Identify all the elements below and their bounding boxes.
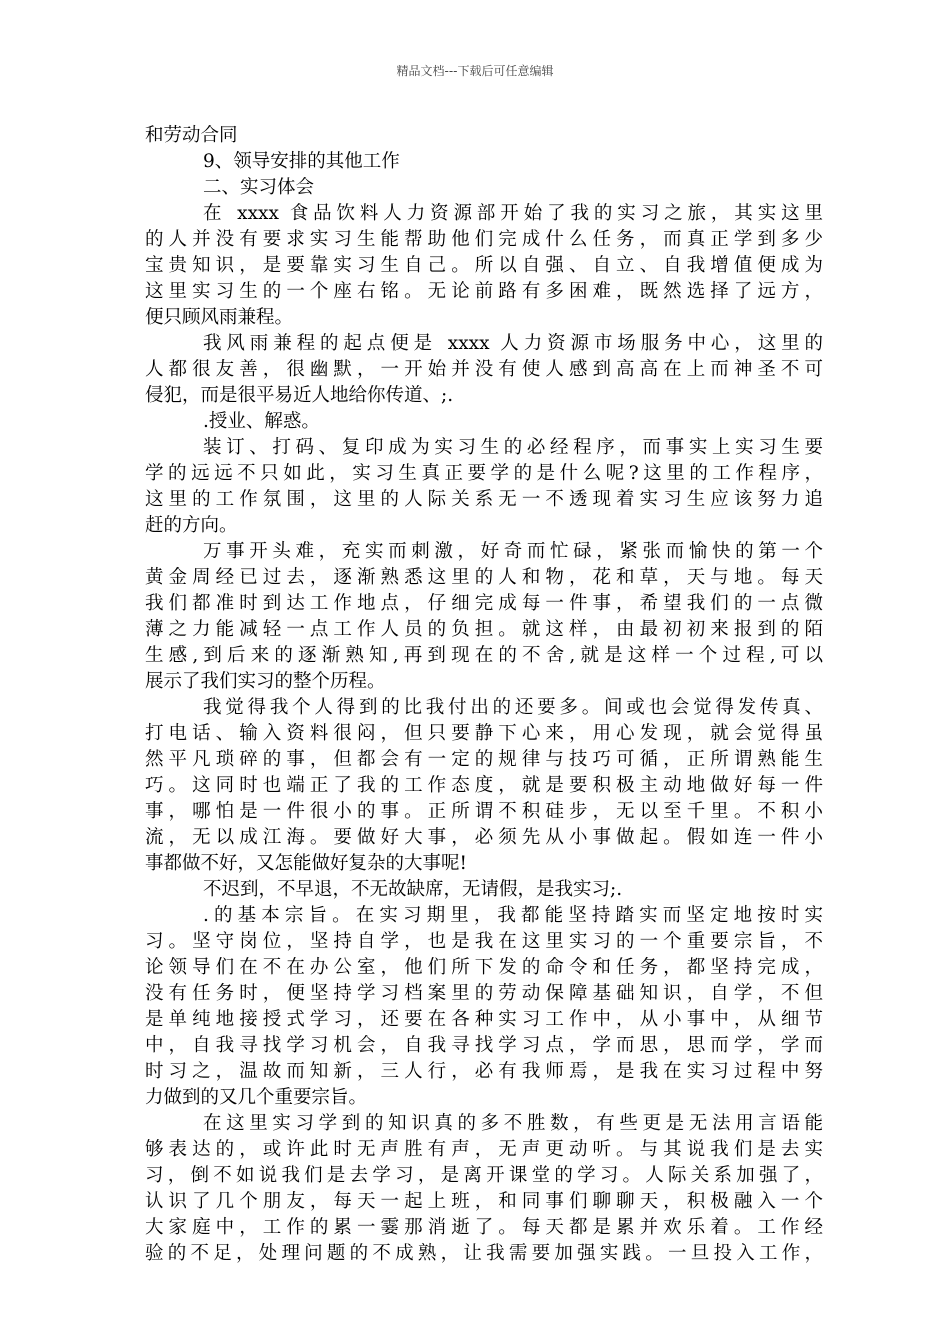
- text-line: 黄金周经已过去，逐渐熟悉这里的人和物，花和草，天与地。每天: [145, 567, 823, 588]
- text-line: 我们都准时到达工作地点，仔细完成每一件事，希望我们的一点微: [145, 593, 823, 614]
- page-header: 精品文档---下载后可任意编辑: [396, 64, 554, 78]
- text-line: 的人并没有要求实习生能帮助他们完成什么任务，而真正学到多少: [145, 229, 823, 250]
- text-line: 不迟到，不早退，不无故缺席，无请假，是我实习;.: [203, 879, 623, 900]
- text-line: 论领导们在不在办公室，他们所下发的命令和任务，都坚持完成，: [145, 957, 823, 978]
- text-line: 事，哪怕是一件很小的事。正所谓不积硅步，无以至千里。不积小: [145, 801, 823, 822]
- document-body: [145, 123, 823, 1267]
- text-line: 巧。这同时也端正了我的工作态度，就是要积极主动地做好每一件: [145, 775, 823, 796]
- text-line: 流，无以成江海。要做好大事，必须先从小事做起。假如连一件小: [145, 827, 823, 848]
- text-line: 这里的工作氛围，这里的人际关系无一不透现着实习生应该努力追: [145, 489, 823, 510]
- text-line: 我风雨兼程的起点便是 xxxx 人力资源市场服务中心，这里的: [203, 333, 823, 354]
- text-line: 9、领导安排的其他工作: [203, 151, 400, 172]
- text-line: 人都很友善，很幽默，一开始并没有使人感到高高在上而神圣不可: [145, 359, 823, 380]
- text-line: 在 xxxx 食品饮料人力资源部开始了我的实习之旅，其实这里: [203, 203, 823, 224]
- text-line: 学的远远不只如此，实习生真正要学的是什么呢?这里的工作程序，: [145, 463, 823, 484]
- text-line: 我觉得我个人得到的比我付出的还要多。间或也会觉得发传真、: [203, 697, 823, 718]
- text-line: 生感,到后来的逐渐熟知,再到现在的不舍,就是这样一个过程,可以: [145, 645, 823, 666]
- text-line: 装订、打码、复印成为实习生的必经程序，而事实上实习生要: [203, 437, 823, 458]
- text-line: 万事开头难，充实而刺激，好奇而忙碌，紧张而愉快的第一个: [203, 541, 823, 562]
- text-line: 赶的方向。: [145, 515, 238, 536]
- text-line: 是单纯地接授式学习，还要在各种实习工作中，从小事中，从细节: [145, 1009, 823, 1030]
- text-line: 宝贵知识，是要靠实习生自己。所以自强、自立、自我增值便成为: [145, 255, 823, 276]
- text-line: 打电话、输入资料很闷，但只要静下心来，用心发现，就会觉得虽: [145, 723, 823, 744]
- text-line: 时习之，温故而知新，三人行，必有我师焉，是我在实习过程中努: [145, 1061, 823, 1082]
- text-line: 在这里实习学到的知识真的多不胜数，有些更是无法用言语能: [203, 1113, 823, 1134]
- text-line: .的基本宗旨。在实习期里，我都能坚持踏实而坚定地按时实: [203, 905, 823, 926]
- text-line: 认识了几个朋友，每天一起上班，和同事们聊聊天，积极融入一个: [145, 1191, 823, 1212]
- text-line: .授业、解惑。: [203, 411, 320, 432]
- text-line: 便只顾风雨兼程。: [145, 307, 294, 328]
- text-line: 和劳动合同: [145, 125, 238, 146]
- text-line: 没有任务时，便坚持学习档案里的劳动保障基础知识，自学，不但: [145, 983, 823, 1004]
- text-line: 展示了我们实习的整个历程。: [145, 671, 386, 692]
- text-line: 大家庭中，工作的累一霎那消逝了。每天都是累并欢乐着。工作经: [145, 1217, 823, 1238]
- text-line: 力做到的又几个重要宗旨。: [145, 1087, 368, 1108]
- text-line: 习，倒不如说我们是去学习，是离开课堂的学习。人际关系加强了，: [145, 1165, 823, 1186]
- text-line: 薄之力能减轻一点工作人员的负担。就这样，由最初初来报到的陌: [145, 619, 823, 640]
- text-line: 习。坚守岗位，坚持自学，也是我在这里实习的一个重要宗旨，不: [145, 931, 823, 952]
- text-line: 然平凡琐碎的事，但都会有一定的规律与技巧可循，正所谓熟能生: [145, 749, 823, 770]
- text-line: 事都做不好，又怎能做好复杂的大事呢!: [145, 853, 467, 874]
- text-line: 侵犯，而是很平易近人地给你传道、;.: [145, 385, 454, 406]
- text-line: 这里实习生的一个座右铭。无论前路有多困难，既然选择了远方，: [145, 281, 823, 302]
- text-line: 中，自我寻找学习机会，自我寻找学习点，学而思，思而学，学而: [145, 1035, 823, 1056]
- text-line: 验的不足，处理问题的不成熟，让我需要加强实践。一旦投入工作，: [145, 1243, 823, 1264]
- text-line: 够表达的，或许此时无声胜有声，无声更动听。与其说我们是去实: [145, 1139, 823, 1160]
- text-line: 二、实习体会: [203, 177, 315, 198]
